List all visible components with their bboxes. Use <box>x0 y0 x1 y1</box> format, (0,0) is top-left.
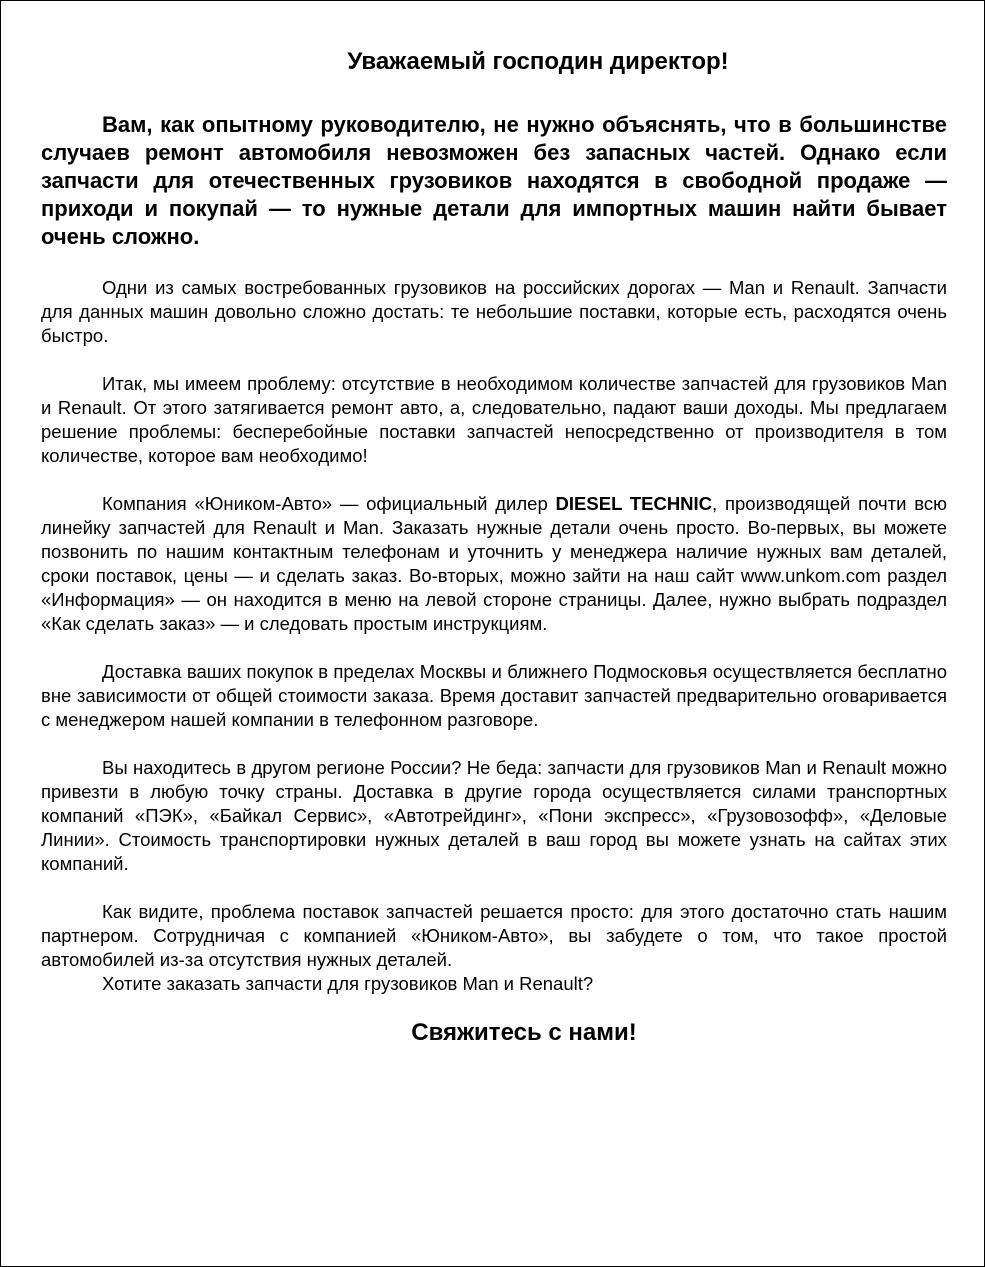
paragraph-moscow-delivery: Доставка ваших покупок в пределах Москвы и ближнего Подмосковья осуществляется бесплатно вне зависимости от общей стоимости заказа. Время доставит запчастей предварительно оговаривается с менеджером нашей компании в телефонном разговоре. <box>41 661 947 730</box>
paragraph-regional-delivery: Вы находитесь в другом регионе России? Не беда: запчасти для грузовиков Man и Renault можно привезти в любую точку страны. Доставка в другие города осуществляется силами транспортных компаний «ПЭК», «Байкал Сервис», «Автотрейдинг», «Пони экспресс», «Грузовозофф», «Деловые Линии». Стоимость транспортировки нужных деталей в ваш город вы можете узнать на сайтах этих компаний. <box>41 757 947 874</box>
paragraph-popular-trucks: Одни из самых востребованных грузовиков на российских дорогах — Man и Renault. Запчасти для данных машин довольно сложно достать: те небольшие поставки, которые есть, расходятся очень быстро. <box>41 277 947 346</box>
letter-body <box>41 47 947 1048</box>
letter-heading: Уважаемый господин директор! <box>347 48 729 75</box>
company-text-after: , производящей почти всю линейку запчастей для Renault и Man. Заказать нужные детали очень просто. Во-первых, вы можете позвонить по нашим контактным телефонам и уточнить у менеджера наличие нужных вам деталей, сроки поставок, цены — и сделать заказ. Во-вторых, можно зайти на наш сайт www.unkom.com раздел «Информация» — он находится в меню на левой стороне страницы. Далее, нужно выбрать подраздел «Как сделать заказ» — и следовать простым инструкциям. <box>41 493 947 634</box>
lead-paragraph: Вам, как опытному руководителю, не нужно объяснять, что в большинстве случаев ремонт автомобиля невозможен без запасных частей. Однако если запчасти для отечественных грузовиков находятся в свободной продаже — приходи и покупай — то нужные детали для импортных машин найти бывает очень сложно. <box>41 112 947 249</box>
paragraph-company <box>41 492 947 636</box>
paragraph-partnership: Как видите, проблема поставок запчастей решается просто: для этого достаточно стать нашим партнером. Сотрудничая с компанией «Юником-Авто», вы забудете о том, что такое простой автомобилей из-за отсутствия нужных деталей. <box>41 901 947 970</box>
company-text-before: Компания «Юником-Авто» — официальный дилер <box>102 493 556 514</box>
brand-name: DIESEL TECHNIC <box>555 493 713 514</box>
paragraph-question: Хотите заказать запчасти для грузовиков Man и Renault? <box>102 973 594 994</box>
paragraph-problem: Итак, мы имеем проблему: отсутствие в необходимом количестве запчастей для грузовиков Man и Renault. От этого затягивается ремонт авто, а, следовательно, падают ваши доходы. Мы предлагаем решение проблемы: бесперебойные поставки запчастей непосредственно от производителя в том количестве, которое вам необходимо! <box>41 373 947 466</box>
closing-call-to-action: Свяжитесь с нами! <box>411 1019 637 1046</box>
